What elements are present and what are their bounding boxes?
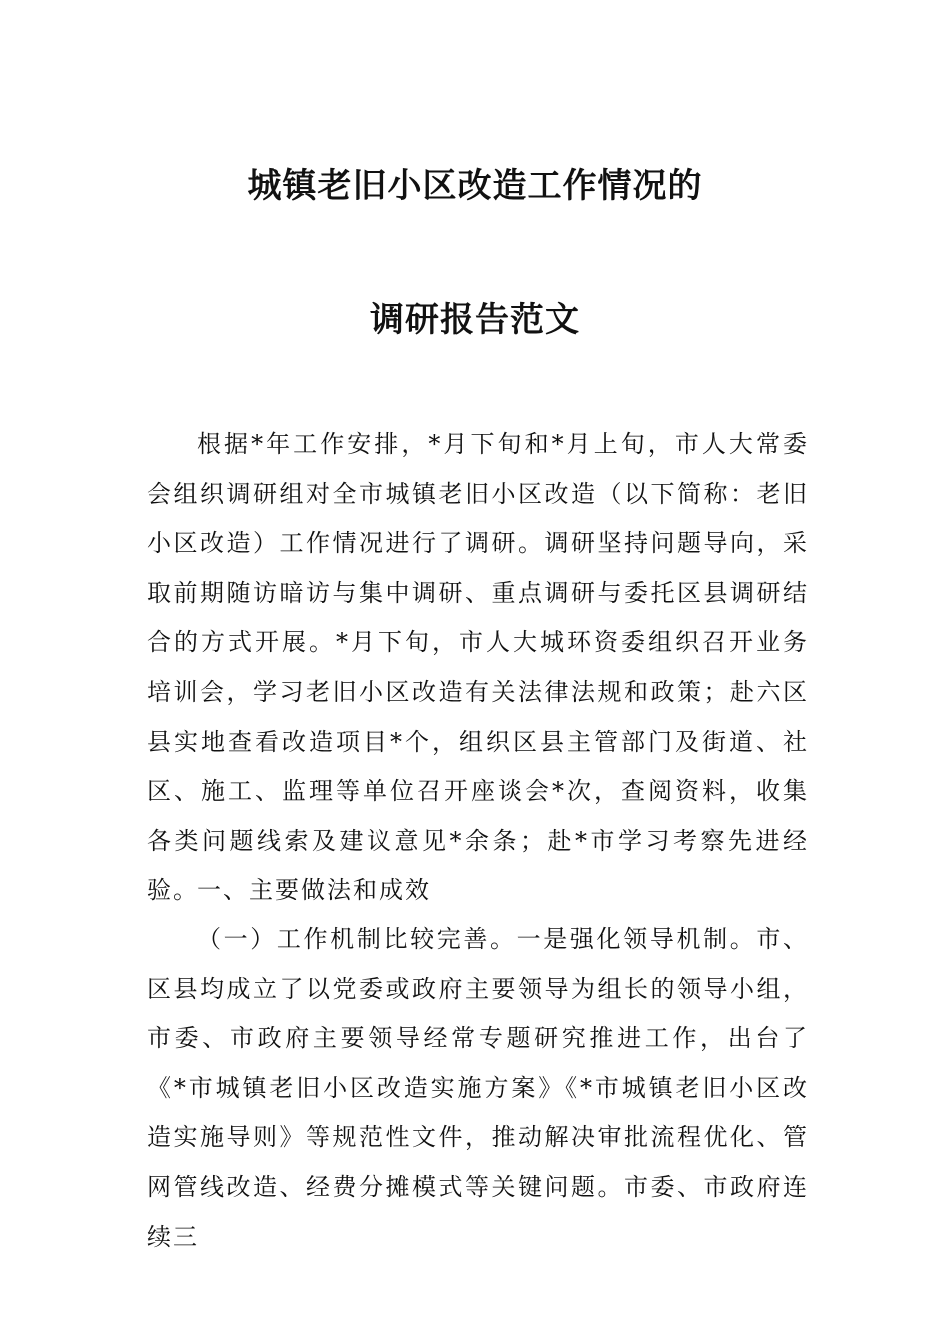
body-paragraph-2: （一）工作机制比较完善。一是强化领导机制。市、区县均成立了以党委或政府主要领导为组长的领导小组，市委、市政府主要领导经常专题研究推进工作，出台了《*市城镇老旧小区改造实施方案》《*市城镇老旧小区改造实施导则》等规范性文件，推动解决审批流程优化、管网管线改造、经费分摊模式等关键问题。市委、市政府连续三 — [147, 925, 809, 1251]
document-title-line-2: 调研报告范文 — [370, 300, 580, 340]
document-title-line-1: 城镇老旧小区改造工作情况的 — [247, 166, 703, 206]
body-paragraph-1: 根据*年工作安排，*月下旬和*月上旬，市人大常委会组织调研组对全市城镇老旧小区改造（以下简称：老旧小区改造）工作情况进行了调研。调研坚持问题导向，采取前期随访暗访与集中调研、重点调研与委托区县调研结合的方式开展。*月下旬，市人大城环资委组织召开业务培训会，学习老旧小区改造有关法律法规和政策；赴六区县实地查看改造项目*个，组织区县主管部门及街道、社区、施工、监理等单位召开座谈会*次，查阅资料，收集各类问题线索及建议意见*余条；赴*市学习考察先进经验。 — [147, 430, 809, 905]
section-heading-1: 一、主要做法和成效 — [197, 876, 431, 904]
